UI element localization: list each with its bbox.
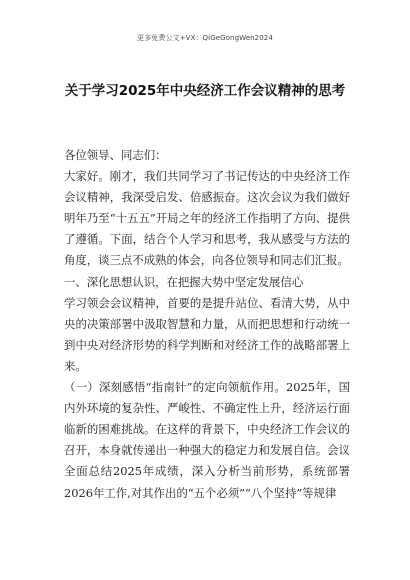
header-note: 更多免费公文+VX：QiGeGongWen2024 [137, 34, 273, 42]
document-title: 关于学习2025年中央经济工作会议精神的思考 [64, 83, 346, 99]
section-heading-1: 一、深化思想认识，在把握大势中坚定发展信心 [64, 274, 304, 289]
paragraph-intro: 大家好。刚才，我们共同学习了书记传达的中央经济工作会议精神，我深受启发、倍感振奋。这次会议为我们做好明年乃至“十五五”开局之年的经济工作指明了方向、提供了遵循。下面，结合个人学习和思考，我从感受与方法的角度，谈三点不成熟的体会，向各位领导和同志们汇报。 [64, 169, 350, 268]
paragraph-section-1: 学习领会会议精神，首要的是提升站位、看清大势，从中央的决策部署中汲取智慧和力量，从而把思想和行动统一到中央对经济形势的科学判断和对经济工作的战略部署上来。 [64, 295, 350, 373]
document-body [64, 145, 350, 504]
subsection-paragraph-1: （一）深刻感悟“指南针”的定向领航作用。2025年，国内外环境的复杂性、严峻性、不确定性上升，经济运行面临新的困难挑战。在这样的背景下，中央经济工作会议的召开，本身就传递出一种强大的稳定力和发展自信。会议全面总结2025年成绩，深入分析当前形势，系统部署2026年工作,对其作出的“五个必须”“八个坚持”等规律 [64, 380, 350, 500]
salutation: 各位领导、同志们： [64, 148, 167, 162]
